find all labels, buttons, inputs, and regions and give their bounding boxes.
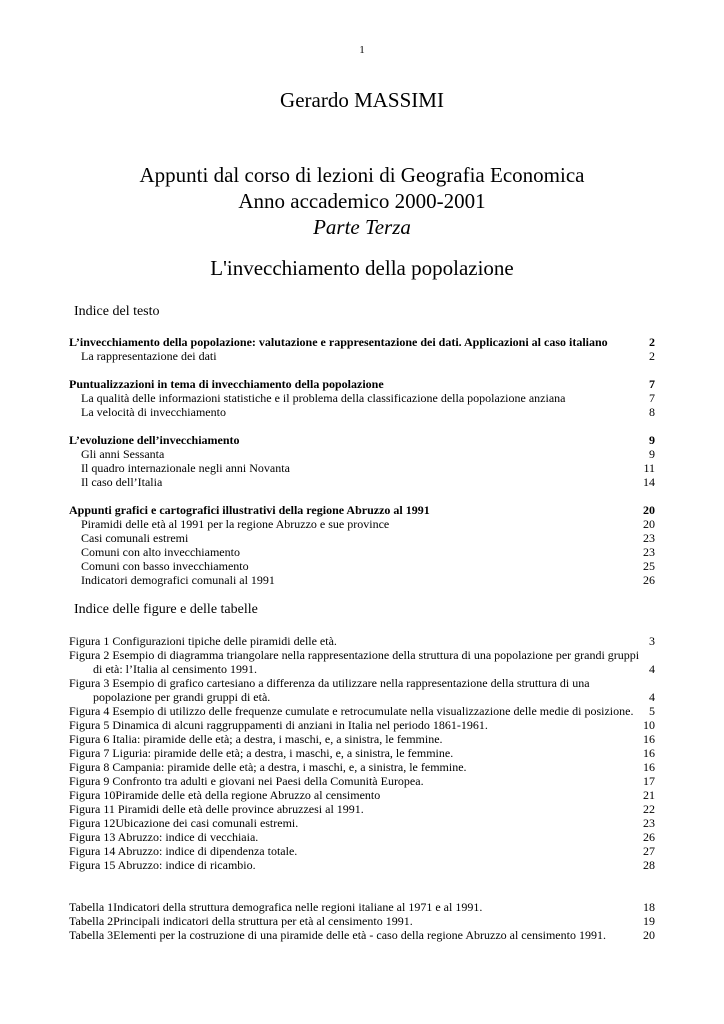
figure-page: 5 [649, 704, 655, 718]
figure-title: Figura 13 Abruzzo: indice di vecchiaia. [69, 830, 259, 844]
figure-entry[interactable] [69, 830, 655, 844]
toc-section[interactable] [69, 335, 655, 349]
figure-index-heading: Indice delle figure e delle tabelle [74, 602, 258, 617]
figure-page: 16 [643, 760, 655, 774]
figure-entry[interactable] [69, 858, 655, 872]
part-label: Parte Terza [313, 215, 411, 239]
toc-item-page: 26 [643, 573, 655, 587]
figure-title: Figura 1 Configurazioni tipiche delle piramidi delle età. [69, 634, 337, 648]
toc-item-page: 7 [649, 391, 655, 405]
figure-entry[interactable] [69, 634, 655, 648]
page-number: 1 [359, 44, 365, 56]
toc-section-page: 7 [649, 377, 655, 391]
academic-year: Anno accademico 2000-2001 [238, 189, 486, 213]
figure-title: Figura 9 Confronto tra adulti e giovani nei Paesi della Comunità Europea. [69, 774, 424, 788]
toc-section[interactable] [69, 377, 655, 391]
toc-item[interactable] [69, 461, 655, 475]
figure-entry[interactable] [69, 760, 655, 774]
table-page: 20 [643, 928, 655, 942]
figure-entry[interactable] [69, 788, 655, 802]
text-index-heading: Indice del testo [74, 304, 160, 319]
figure-title: Figura 10Piramide delle età della regione Abruzzo al censimento [69, 788, 381, 802]
toc-item-title: Piramidi delle età al 1991 per la regione Abruzzo e sue province [81, 517, 390, 531]
toc-section-page: 9 [649, 433, 655, 447]
figure-entry[interactable] [69, 802, 655, 816]
toc-item-page: 20 [643, 517, 655, 531]
toc-item[interactable] [69, 573, 655, 587]
figure-page: 28 [643, 858, 655, 872]
table-title: Tabella 2Principali indicatori della struttura per età al censimento 1991. [69, 914, 413, 928]
toc-item[interactable] [69, 559, 655, 573]
course-title: Appunti dal corso di lezioni di Geografia Economica [139, 163, 585, 187]
toc-section-title: L’invecchiamento della popolazione: valutazione e rappresentazione dei dati. Applicazioni al caso italiano [69, 335, 608, 349]
toc-item-title: Comuni con basso invecchiamento [81, 559, 249, 573]
figure-entry[interactable] [69, 648, 655, 676]
table-entry[interactable] [69, 914, 655, 928]
figure-title: Figura 4 Esempio di utilizzo delle frequenze cumulate e retrocumulate nella visualizzazione delle medie di posizione. [69, 704, 634, 718]
toc-item-page: 23 [643, 531, 655, 545]
figure-entry[interactable] [69, 816, 655, 830]
toc-item[interactable] [69, 475, 655, 489]
figure-page: 17 [643, 774, 655, 788]
table-page: 18 [643, 900, 655, 914]
toc-item-title: Il caso dell’Italia [81, 475, 163, 489]
toc-item[interactable] [69, 349, 655, 363]
table-entry[interactable] [69, 900, 655, 914]
toc-item-page: 23 [643, 545, 655, 559]
toc-item[interactable] [69, 517, 655, 531]
figure-title-continued: popolazione per grandi gruppi di età. [93, 690, 271, 704]
toc-item[interactable] [69, 405, 655, 419]
table-entry[interactable] [69, 928, 655, 942]
figure-entry[interactable] [69, 774, 655, 788]
figure-title: Figura 8 Campania: piramide delle età; a destra, i maschi, e, a sinistra, le femmine. [69, 760, 467, 774]
figure-title: Figura 6 Italia: piramide delle età; a destra, i maschi, e, a sinistra, le femmine. [69, 732, 443, 746]
toc-item-page: 9 [649, 447, 655, 461]
table-index [69, 900, 655, 942]
figure-page: 16 [643, 746, 655, 760]
figure-title: Figura 5 Dinamica di alcuni raggruppamenti di anziani in Italia nel periodo 1861-1961. [69, 718, 488, 732]
figure-entry[interactable] [69, 676, 655, 704]
figure-title: Figura 3 Esempio di grafico cartesiano a differenza da utilizzare nella rappresentazione della struttura di una [69, 676, 590, 690]
figure-index [69, 634, 655, 872]
toc-item[interactable] [69, 447, 655, 461]
figure-title: Figura 15 Abruzzo: indice di ricambio. [69, 858, 256, 872]
toc-item-title: La velocità di invecchiamento [81, 405, 226, 419]
toc-item[interactable] [69, 391, 655, 405]
figure-title-continued: di età: l’Italia al censimento 1991. [93, 662, 257, 676]
figure-entry[interactable] [69, 732, 655, 746]
figure-page: 10 [643, 718, 655, 732]
figure-entry[interactable] [69, 704, 655, 718]
figure-title: Figura 2 Esempio di diagramma triangolare nella rappresentazione della struttura di una popolazione per grandi gruppi [69, 648, 640, 662]
toc-item-title: Il quadro internazionale negli anni Novanta [81, 461, 290, 475]
figure-page: 21 [643, 788, 655, 802]
figure-page: 16 [643, 732, 655, 746]
toc-item-title: La rappresentazione dei dati [81, 349, 217, 363]
figure-title: Figura 11 Piramidi delle età delle province abruzzesi al 1991. [69, 802, 364, 816]
toc-item[interactable] [69, 545, 655, 559]
toc-item-title: Indicatori demografici comunali al 1991 [81, 573, 275, 587]
document-title: L'invecchiamento della popolazione [210, 256, 514, 280]
table-page: 19 [643, 914, 655, 928]
toc-item-page: 25 [643, 559, 655, 573]
figure-entry[interactable] [69, 746, 655, 760]
toc-item-title: Comuni con alto invecchiamento [81, 545, 240, 559]
toc-item-page: 8 [649, 405, 655, 419]
toc-section-title: Appunti grafici e cartografici illustrativi della regione Abruzzo al 1991 [69, 503, 430, 517]
author-name: Gerardo MASSIMI [280, 88, 444, 112]
figure-page: 26 [643, 830, 655, 844]
figure-title: Figura 7 Liguria: piramide delle età; a destra, i maschi, e, a sinistra, le femmine. [69, 746, 454, 760]
toc-item-page: 14 [643, 475, 655, 489]
toc-item-page: 2 [649, 349, 655, 363]
table-title: Tabella 3Elementi per la costruzione di una piramide delle età - caso della regione Abruzzo al censimento 1991. [69, 928, 606, 942]
toc-item-title: Gli anni Sessanta [81, 447, 165, 461]
toc-section[interactable] [69, 433, 655, 447]
toc-item-title: La qualità delle informazioni statistiche e il problema della classificazione della popolazione anziana [81, 391, 566, 405]
toc-section[interactable] [69, 503, 655, 517]
toc-item[interactable] [69, 531, 655, 545]
toc-item-title: Casi comunali estremi [81, 531, 189, 545]
toc-section-title: L’evoluzione dell’invecchiamento [69, 433, 240, 447]
table-title: Tabella 1Indicatori della struttura demografica nelle regioni italiane al 1971 e al 1991. [69, 900, 483, 914]
figure-entry[interactable] [69, 844, 655, 858]
text-index [69, 335, 655, 587]
figure-entry[interactable] [69, 718, 655, 732]
toc-section-title: Puntualizzazioni in tema di invecchiamento della popolazione [69, 377, 384, 391]
figure-page: 23 [643, 816, 655, 830]
figure-page: 3 [649, 634, 655, 648]
figure-title: Figura 14 Abruzzo: indice di dipendenza totale. [69, 844, 298, 858]
toc-section-page: 20 [643, 503, 655, 517]
figure-page: 4 [649, 662, 655, 676]
toc-item-page: 11 [643, 461, 655, 475]
figure-title: Figura 12Ubicazione dei casi comunali estremi. [69, 816, 299, 830]
figure-page: 4 [649, 690, 655, 704]
figure-page: 27 [643, 844, 655, 858]
toc-section-page: 2 [649, 335, 655, 349]
figure-page: 22 [643, 802, 655, 816]
